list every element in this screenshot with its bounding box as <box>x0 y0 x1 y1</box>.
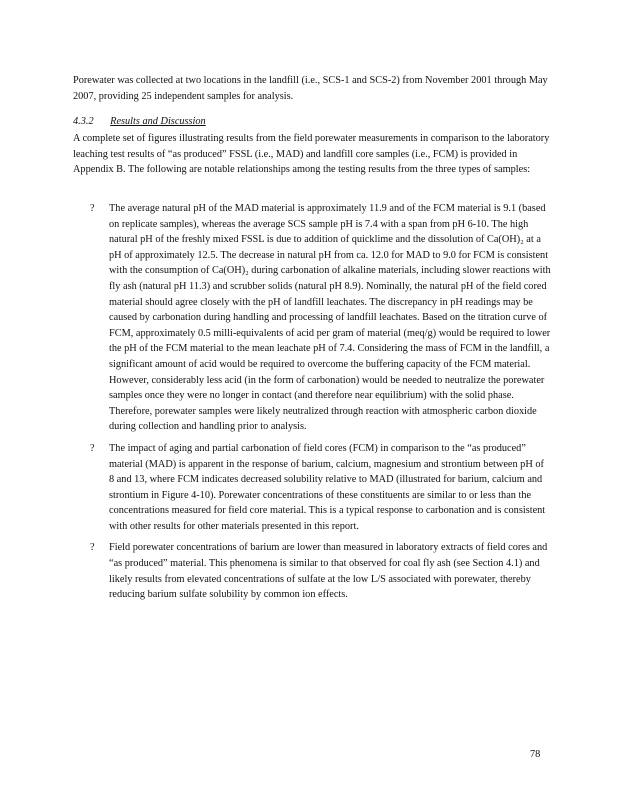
intro-paragraph: Porewater was collected at two locations in the landfill (i.e., SCS‐1 and SCS‐2) from November 2001 through May 2007, providing 25 independent samples for analysis. <box>73 75 548 102</box>
section-number: 4.3.2 <box>73 116 94 127</box>
bullet-marker-icon: ? <box>90 203 95 214</box>
section-heading <box>73 115 206 129</box>
bullet-item-barium <box>73 540 551 602</box>
bullet-item-aging <box>73 441 551 535</box>
bullet-marker-icon: ? <box>90 442 95 454</box>
bullet-text: The average natural pH of the MAD material is approximately 11.9 and of the FCM material is 9.1 (based on replicate samples), whereas the average SCS sample pH is 7.4 with a span from pH 6‐10. The high natural pH of the freshly mixed FSSL is due to addition of quicklime and the dissolution of Ca(OH)₂ at a pH of approximately 12.5. The decrease in natural pH from ca. 12.0 for MAD to 9.0 for FCM is consistent with the consumption of Ca(OH)₂ during carbonation of alkaline materials, including slower reactions with fly ash (natural pH 11.3) and scrubber solids (natural pH 8.9). Nominally, the natural pH of the field cored material should agree closely with the pH of landfill leachates. The discrepancy in pH readings may be caused by carbonation during handling and processing of landfill leachates. Based on the titration curve of FCM, approximately 0.5 milli‐equivalents of acid per gram of material (meq/g) would be required to lower the pH of the FCM material to the mean leachate pH of 7.4. Considering the mass of FCM in the landfill, a significant amount of acid would be required to overcome the buffering capacity of the FCM material. However, considerably less acid (in the form of carbonation) would be needed to neutralize the porewater samples once they were no longer in contact (and therefore near equilibrium) with the solid phase. Therefore, porewater samples were likely neutralized through reaction with atmospheric carbon dioxide during collection and handling prior to analysis. <box>109 203 551 433</box>
bullet-marker-icon: ? <box>90 542 95 554</box>
page-number: 78 <box>530 749 541 760</box>
section-paragraph: A complete set of figures illustrating results from the field porewater measurements in comparison to the laboratory leaching test results of “as produced” FSSL (i.e., MAD) and landfill core samples (i.e., FCM) is provided in Appendix B. The following are notable relationships among the testing results from the three types of samples: <box>73 133 550 176</box>
section-title: Results and Discussion <box>110 116 206 127</box>
bullet-item-ph <box>73 201 551 435</box>
bullet-text: The impact of aging and partial carbonation of field cores (FCM) in comparison to the “as produced” material (MAD) is apparent in the response of barium, calcium, magnesium and strontium between pH of 8 and 13, where FCM indicates decreased solubility relative to MAD (illustrated for barium, calcium and strontium in Figure 4‐10). Porewater concentrations of these constituents are similar to or less than the concentrations measured for field core material. This is a typical response to carbonation and is consistent with other results for other materials presented in this report. <box>109 442 546 532</box>
bullet-list <box>73 201 551 609</box>
bullet-text: Field porewater concentrations of barium are lower than measured in laboratory extracts of field cores and “as produced” material. This phenomena is similar to that observed for coal fly ash (see Section 4.1) and likely results from elevated concentrations of sulfate at the low L/S associated with porewater, thereby reducing barium sulfate solubility by common ion effects. <box>109 542 548 601</box>
